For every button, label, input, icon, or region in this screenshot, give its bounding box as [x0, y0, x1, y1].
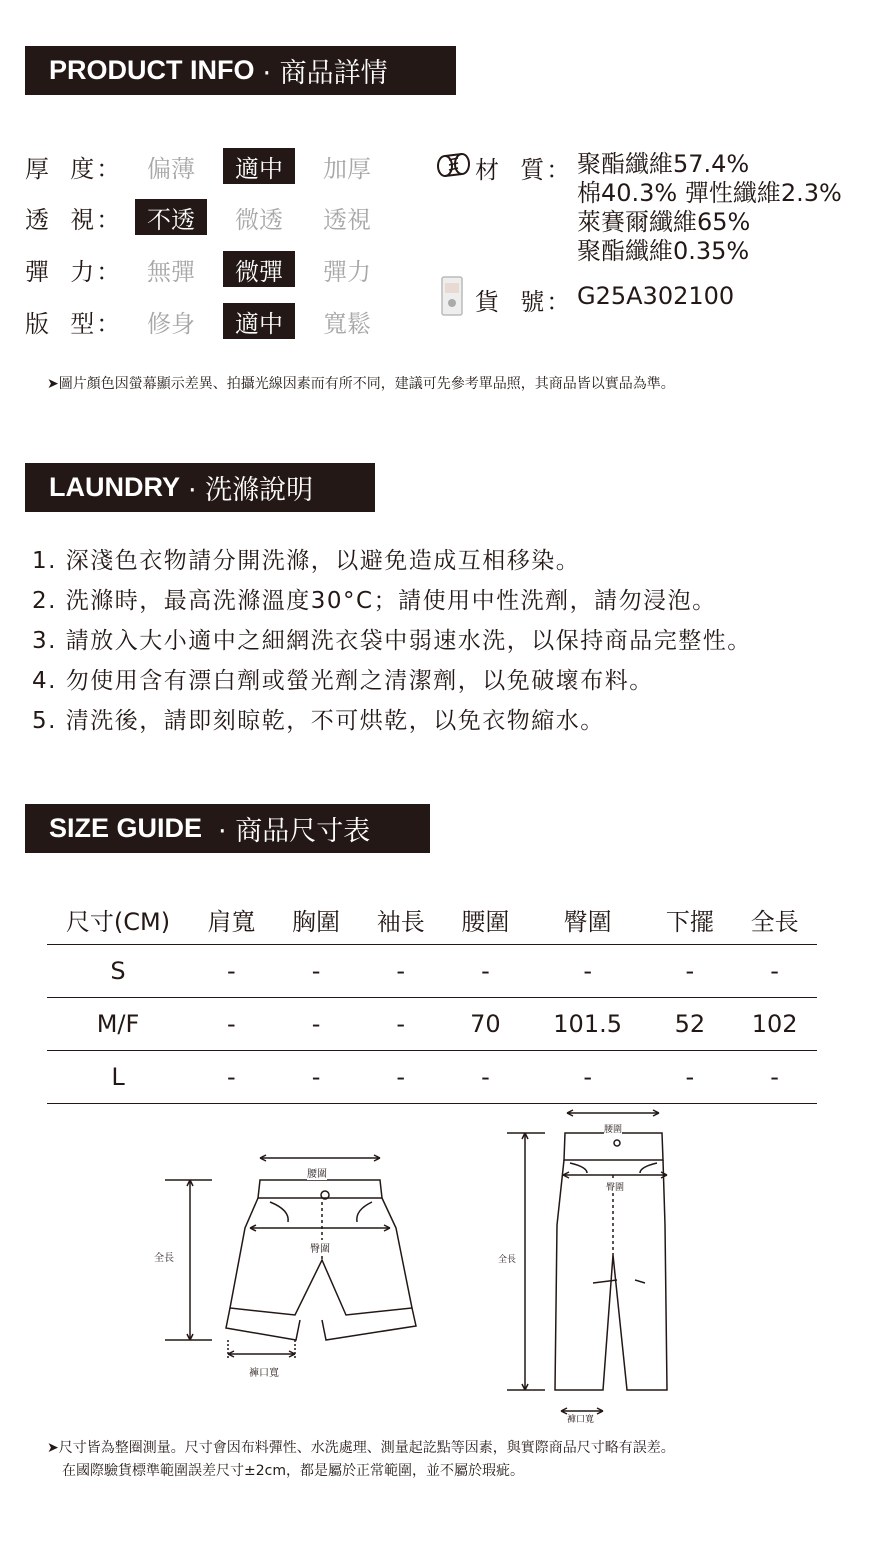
size-value-cell: -: [648, 945, 733, 998]
size-value-cell: -: [274, 945, 359, 998]
size-value-cell: -: [648, 1051, 733, 1104]
size-guide-header: [25, 804, 430, 853]
table-row: [47, 1051, 817, 1104]
size-guide-title-en: SIZE GUIDE: [49, 813, 203, 843]
material-line: 聚酯纖維57.4%: [577, 150, 750, 178]
size-value-cell: -: [189, 998, 274, 1051]
material-line: 聚酯纖維0.35%: [577, 237, 750, 265]
shorts-waist-label: 腰圍: [307, 1165, 327, 1180]
size-value-cell: -: [358, 1051, 443, 1104]
size-value-cell: -: [443, 1051, 528, 1104]
size-label-cell: M/F: [47, 998, 189, 1051]
attribute-option-selected: 微彈: [223, 251, 295, 287]
column-header: 臀圍: [528, 894, 648, 945]
attribute-label: 厚 度：: [25, 154, 123, 183]
price-tag-icon: [440, 275, 464, 317]
size-value-cell: -: [732, 1051, 817, 1104]
attribute-option: 加厚: [323, 154, 371, 183]
pants-waist-label: 腰圍: [604, 1122, 622, 1135]
table-row: [47, 945, 817, 998]
shorts-diagram: [150, 1150, 430, 1380]
attribute-row: [25, 251, 399, 287]
size-value-cell: -: [528, 945, 648, 998]
laundry-item: 5. 清洗後，請即刻晾乾，不可烘乾，以免衣物縮水。: [32, 708, 605, 734]
attribute-option-selected: 不透: [135, 199, 207, 235]
size-value-cell: 52: [648, 998, 733, 1051]
attribute-label: 透 視：: [25, 205, 123, 234]
pants-hem-label: 褲口寬: [567, 1415, 595, 1425]
material-lines: [577, 150, 842, 266]
size-value-cell: -: [189, 1051, 274, 1104]
size-value-cell: -: [732, 945, 817, 998]
size-value-cell: -: [274, 1051, 359, 1104]
pants-diagram: [495, 1105, 695, 1425]
laundry-header: [25, 463, 375, 512]
attribute-option: 透視: [323, 205, 371, 234]
material-line: 萊賽爾纖維65%: [577, 208, 751, 236]
size-value-cell: 70: [443, 998, 528, 1051]
attribute-row: [25, 148, 399, 184]
material-label: 材 質：: [475, 156, 573, 184]
pants-length-label: 全長: [498, 1252, 516, 1265]
laundry-item: 2. 洗滌時，最高洗滌溫度30°C；請使用中性洗劑，請勿浸泡。: [32, 588, 717, 614]
column-header: 袖長: [358, 894, 443, 945]
table-row: [47, 998, 817, 1051]
attribute-option: 彈力: [323, 257, 371, 286]
size-value-cell: -: [528, 1051, 648, 1104]
attribute-option: 寬鬆: [323, 309, 371, 338]
size-value-cell: -: [358, 945, 443, 998]
laundry-title-en: LAUNDRY: [49, 472, 180, 502]
laundry-item: 1. 深淺色衣物請分開洗滌，以避免造成互相移染。: [32, 548, 581, 574]
shorts-hem-label: 褲口寬: [249, 1368, 279, 1379]
laundry-item: 4. 勿使用含有漂白劑或螢光劑之清潔劑，以免破壞布料。: [32, 668, 654, 694]
sku-value: G25A302100: [577, 282, 735, 310]
size-label-cell: S: [47, 945, 189, 998]
attribute-row: [25, 199, 399, 235]
size-value-cell: 101.5: [528, 998, 648, 1051]
column-header: 腰圍: [443, 894, 528, 945]
size-value-cell: -: [189, 945, 274, 998]
size-table: [47, 894, 817, 1104]
attribute-option-selected: 適中: [223, 303, 295, 339]
attribute-option: 微透: [235, 205, 283, 234]
product-info-header: [25, 46, 456, 95]
product-info-title-en: PRODUCT INFO: [49, 55, 255, 85]
attribute-option: 無彈: [147, 257, 195, 286]
size-guide-title-zh: · 商品尺寸表: [218, 816, 371, 847]
laundry-title-zh: · 洗滌說明: [188, 475, 314, 506]
size-value-cell: -: [358, 998, 443, 1051]
attribute-label: 版 型：: [25, 309, 123, 338]
size-label-cell: L: [47, 1051, 189, 1104]
pants-hip-label: 臀圍: [606, 1180, 624, 1193]
laundry-item: 3. 請放入大小適中之細網洗衣袋中弱速水洗，以保持商品完整性。: [32, 628, 752, 654]
attribute-option: 偏薄: [147, 154, 195, 183]
attribute-option: 修身: [147, 309, 195, 338]
column-header: 全長: [732, 894, 817, 945]
column-header: 尺寸(CM): [47, 894, 189, 945]
size-value-cell: 102: [732, 998, 817, 1051]
material-line: 棉40.3% 彈性纖維2.3%: [577, 179, 842, 207]
column-header: 肩寬: [189, 894, 274, 945]
size-value-cell: -: [274, 998, 359, 1051]
thread-spool-icon: [436, 152, 472, 178]
size-table-header-row: [47, 894, 817, 945]
product-info-title-zh: · 商品詳情: [262, 58, 388, 89]
size-value-cell: -: [443, 945, 528, 998]
column-header: 下擺: [648, 894, 733, 945]
shorts-length-label: 全長: [154, 1249, 174, 1264]
size-table-body: [47, 945, 817, 1104]
photo-color-note: ➤圖片顏色因螢幕顯示差異、拍攝光線因素而有所不同，建議可先參考單品照，其商品皆以實品為準。: [47, 376, 675, 392]
sku-label: 貨 號：: [475, 288, 573, 316]
attribute-row: [25, 303, 399, 339]
column-header: 胸圍: [274, 894, 359, 945]
attribute-option-selected: 適中: [223, 148, 295, 184]
size-note-line2: 在國際驗貨標準範圍誤差尺寸±2cm，都是屬於正常範圍，並不屬於瑕疵。: [62, 1463, 524, 1479]
attribute-label: 彈 力：: [25, 257, 123, 286]
shorts-hip-label: 臀圍: [310, 1240, 330, 1255]
size-note-line1: ➤尺寸皆為整圈測量。尺寸會因布料彈性、水洗處理、測量起訖點等因素，與實際商品尺寸略有誤差。: [47, 1440, 675, 1456]
